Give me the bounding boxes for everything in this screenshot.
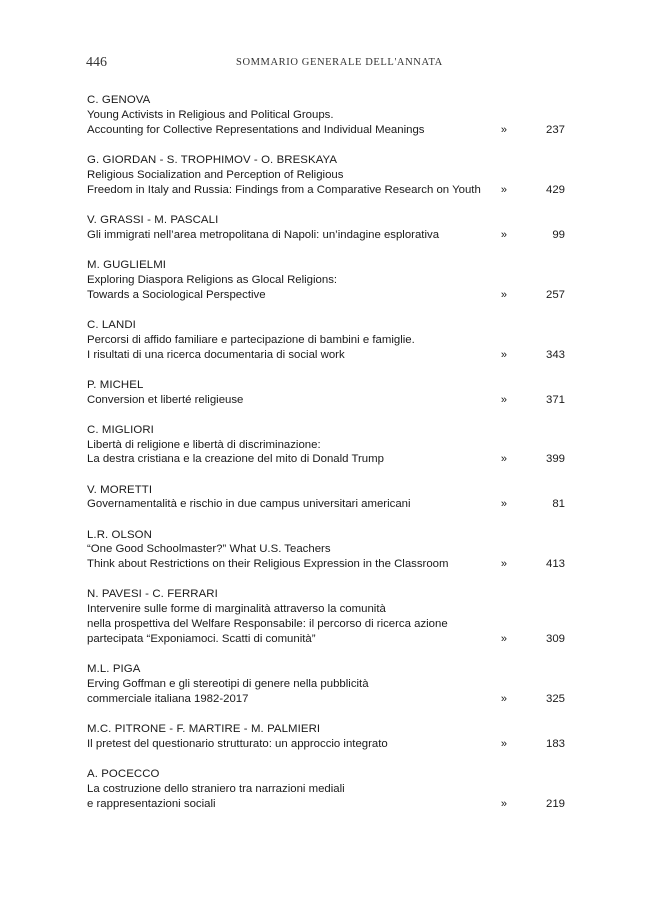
entry-title-line: nella prospettiva del Welfare Responsabile: il percorso di ricerca azione <box>87 618 448 631</box>
entry-title-line: Think about Restrictions on their Religious Expression in the Classroom <box>87 558 449 571</box>
entry-page-number: 219 <box>545 797 565 810</box>
toc-entry <box>87 93 565 138</box>
page-marker: » <box>500 183 507 196</box>
toc-entry <box>87 662 565 707</box>
entry-title-line: Il pretest del questionario strutturato: un approccio integrato <box>87 738 388 751</box>
entry-author: M.C. PITRONE - F. MARTIRE - M. PALMIERI <box>87 723 321 736</box>
entry-author: A. POCECCO <box>87 768 160 781</box>
entry-author: C. GENOVA <box>87 94 151 106</box>
toc-entry <box>87 153 565 198</box>
entry-author: M. GUGLIELMI <box>87 258 167 271</box>
entry-title-line: Accounting for Collective Representations and Individual Meanings <box>87 123 425 136</box>
entry-title-line: Freedom in Italy and Russia: Findings from a Comparative Research on Youth <box>87 183 481 196</box>
page-marker: » <box>500 797 507 810</box>
entry-title-line: Towards a Sociological Perspective <box>87 288 266 301</box>
entry-title-line: Conversion et liberté religieuse <box>87 393 244 406</box>
page-marker: » <box>500 123 507 136</box>
entry-title-line: commerciale italiana 1982-2017 <box>87 693 249 706</box>
toc-entry <box>87 258 565 303</box>
entry-page-number: 413 <box>545 558 565 571</box>
page-marker: » <box>500 348 507 361</box>
entry-title-line: Young Activists in Religious and Political Groups. <box>87 108 334 121</box>
entry-page-number: 237 <box>545 123 565 136</box>
entry-page-number: 99 <box>552 228 565 241</box>
page-marker: » <box>500 738 507 751</box>
entry-author: C. LANDI <box>87 318 136 331</box>
entry-page-number: 343 <box>545 348 565 361</box>
toc-entry <box>87 423 565 468</box>
entry-title-line: Exploring Diaspora Religions as Glocal Religions: <box>87 273 338 286</box>
toc-entry <box>87 528 565 573</box>
entry-author: C. MIGLIORI <box>87 423 154 436</box>
running-title: SOMMARIO GENERALE DELL'ANNATA <box>236 57 443 68</box>
entry-title-line: partecipata “Exponiamoci. Scatti di comunità” <box>87 633 316 646</box>
entry-title-line: Erving Goffman e gli stereotipi di genere nella pubblicità <box>87 678 369 691</box>
toc-entry <box>87 767 565 812</box>
entry-page-number: 81 <box>552 498 565 511</box>
page-marker: » <box>500 558 507 571</box>
entry-title-line: Governamentalità e rischio in due campus universitari americani <box>87 498 411 511</box>
toc-entry <box>87 587 565 647</box>
entry-page-number: 309 <box>545 633 565 646</box>
page-marker: » <box>500 288 507 301</box>
page-marker: » <box>500 633 507 646</box>
entry-author: P. MICHEL <box>87 378 144 391</box>
page-marker: » <box>500 228 507 241</box>
entry-author: M.L. PIGA <box>87 663 141 676</box>
entry-author: L.R. OLSON <box>87 528 152 541</box>
entry-title-line: Gli immigrati nell’area metropolitana di Napoli: un’indagine esplorativa <box>87 228 440 241</box>
entry-author: V. GRASSI - M. PASCALI <box>87 213 219 226</box>
entry-author: G. GIORDAN - S. TROPHIMOV - O. BRESKAYA <box>87 153 338 166</box>
page-marker: » <box>500 393 507 406</box>
entry-title-line: Libertà di religione e libertà di discriminazione: <box>87 438 321 451</box>
entry-title-line: La costruzione dello straniero tra narrazioni mediali <box>87 783 345 796</box>
entry-page-number: 325 <box>545 693 565 706</box>
entry-title-line: e rappresentazioni sociali <box>87 797 216 810</box>
entry-page-number: 399 <box>545 453 565 466</box>
toc-entry <box>87 378 565 408</box>
toc-entry <box>87 318 565 363</box>
entry-page-number: 257 <box>545 288 565 301</box>
entry-title-line: La destra cristiana e la creazione del mito di Donald Trump <box>87 453 384 466</box>
entry-author: N. PAVESI - C. FERRARI <box>87 588 218 601</box>
entry-author: V. MORETTI <box>87 483 153 496</box>
entry-title-line: Religious Socialization and Perception of Religious <box>87 168 344 181</box>
entry-title-line: Intervenire sulle forme di marginalità attraverso la comunità <box>87 603 386 616</box>
page-marker: » <box>500 453 507 466</box>
entry-page-number: 371 <box>545 393 565 406</box>
page-marker: » <box>500 498 507 511</box>
table-of-contents <box>87 93 565 827</box>
entry-page-number: 183 <box>545 738 565 751</box>
entry-title-line: “One Good Schoolmaster?” What U.S. Teachers <box>87 543 331 556</box>
toc-entry <box>87 213 565 243</box>
entry-title-line: Percorsi di affido familiare e partecipazione di bambini e famiglie. <box>87 333 415 346</box>
entry-title-line: I risultati di una ricerca documentaria di social work <box>87 348 345 361</box>
entry-page-number: 429 <box>545 183 565 196</box>
page-marker: » <box>500 693 507 706</box>
page-number: 446 <box>86 55 107 70</box>
running-head <box>86 55 566 75</box>
toc-entry <box>87 722 565 752</box>
toc-entry <box>87 483 565 513</box>
